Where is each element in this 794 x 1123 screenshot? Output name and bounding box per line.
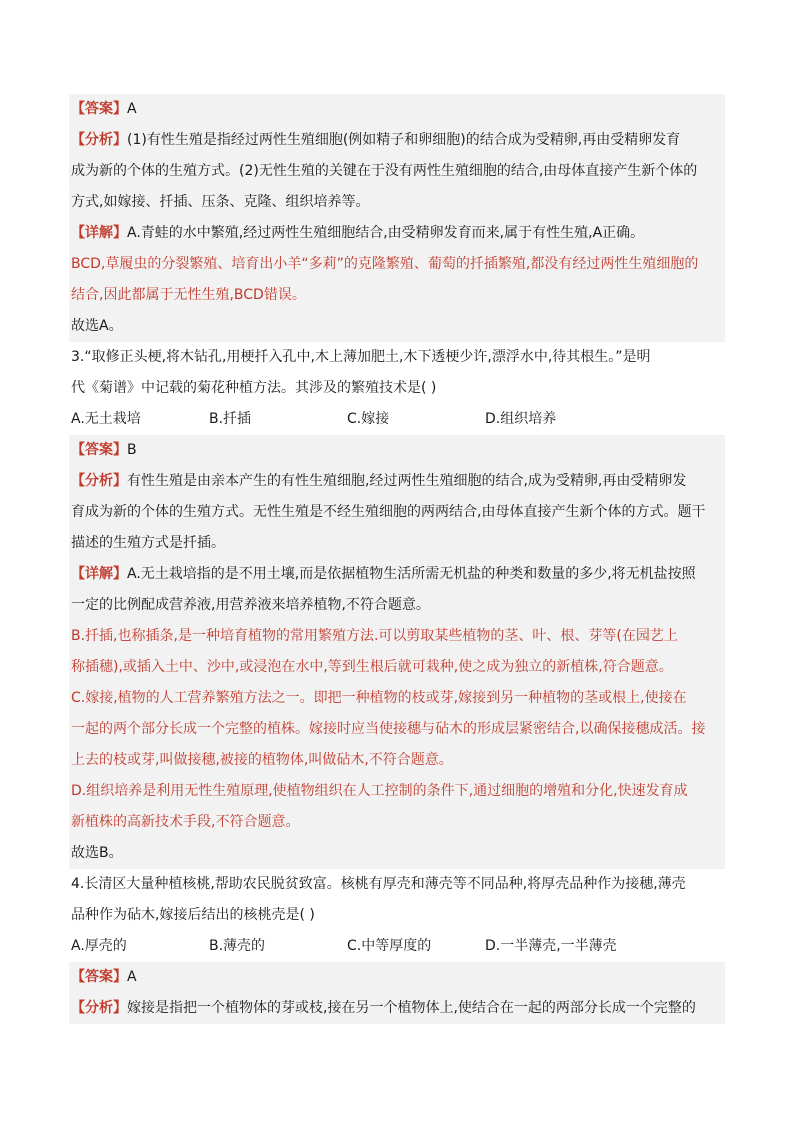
- q3-stem-line: 代《菊谱》中记载的菊花种植方法。其涉及的繁殖技术是( ): [71, 380, 437, 396]
- q3-detail-line: B.扦插,也称插条,是一种培育植物的常用繁殖方法.可以剪取某些植物的茎、叶、根、芽等(在园艺上: [71, 628, 678, 644]
- option-b: B.扦插: [209, 411, 252, 427]
- q3-analysis-line: 描述的生殖方式是扦插。: [71, 535, 225, 551]
- answer-tag: 【答案】: [71, 969, 127, 985]
- analysis-tag: 【分析】: [71, 1000, 127, 1016]
- answer-value: A: [127, 969, 137, 985]
- option-b: B.薄壳的: [209, 938, 266, 954]
- detail-text: A.青蛙的水中繁殖,经过两性生殖细胞结合,由受精卵发育而来,属于有性生殖,A正确。: [127, 225, 645, 241]
- q4-answer-line: [71, 962, 723, 993]
- analysis-text: 嫁接是指把一个植物体的芽或枝,接在另一个植物体上,使结合在一起的两部分长成一个完整的: [127, 1000, 696, 1016]
- answer-value: A: [127, 101, 137, 117]
- option-c: C.中等厚度的: [347, 938, 432, 954]
- q4-analysis-line: [71, 993, 723, 1024]
- option-a: A.无土栽培: [71, 411, 141, 427]
- q3-detail-line: 一起的两个部分长成一个完整的植株。嫁接时应当使接穗与砧木的形成层紧密结合,以确保接穗成活。接: [71, 721, 706, 737]
- q3-detail-line: [71, 559, 723, 590]
- document-page: [69, 94, 725, 1024]
- q2-detail-line: 结合,因此都属于无性生殖,BCD错误。: [71, 287, 306, 303]
- analysis-text: (1)有性生殖是指经过两性生殖细胞(例如精子和卵细胞)的结合成为受精卵,再由受精卵发育: [127, 132, 681, 148]
- q2-solution: [69, 94, 725, 342]
- analysis-tag: 【分析】: [71, 473, 127, 489]
- q3-options: [71, 404, 723, 435]
- q2-detail-line: BCD,草履虫的分裂繁殖、培育出小羊“多莉”的克隆繁殖、葡萄的扦插繁殖,都没有经过两性生殖细胞的: [71, 256, 699, 272]
- q3-solution: [69, 435, 725, 869]
- detail-text: A.无土栽培指的是不用土壤,而是依据植物生活所需无机盐的种类和数量的多少,将无机盐按照: [127, 566, 696, 582]
- detail-tag: 【详解】: [71, 225, 127, 241]
- q3-detail-line: D.组织培养是利用无性生殖原理,使植物组织在人工控制的条件下,通过细胞的增殖和分化,快速发育成: [71, 783, 688, 799]
- q3-answer-line: [71, 435, 723, 466]
- q3-stem-line: 3.“取修正头梗,将木钻孔,用梗扦入孔中,木上薄加肥土,木下透梗少许,漂浮水中,待其根生。”是明: [71, 349, 651, 365]
- answer-tag: 【答案】: [71, 442, 127, 458]
- q3-detail-line: 上去的枝或芽,叫做接穗,被接的植物体,叫做砧木,不符合题意。: [71, 752, 453, 768]
- q2-analysis-line: [71, 125, 723, 156]
- q3-detail-line: C.嫁接,植物的人工营养繁殖方法之一。即把一种植物的枝或芽,嫁接到另一种植物的茎或根上,使接在: [71, 690, 687, 706]
- q2-answer-line: [71, 94, 723, 125]
- q4-solution: [69, 962, 725, 1024]
- option-d: D.一半薄壳,一半薄壳: [485, 938, 617, 954]
- q4-stem: [69, 869, 725, 962]
- q4-stem-line: 4.长清区大量种植核桃,帮助农民脱贫致富。核桃有厚壳和薄壳等不同品种,将厚壳品种作为接穗,薄壳: [71, 876, 686, 892]
- q3-conclusion: 故选B。: [71, 845, 123, 861]
- q2-analysis-line: 成为新的个体的生殖方式。(2)无性生殖的关键在于没有两性生殖细胞的结合,由母体直接产生新个体的: [71, 163, 698, 179]
- detail-tag: 【详解】: [71, 566, 127, 582]
- q4-options: [71, 931, 723, 962]
- q3-detail-line: 称插穗),或插入土中、沙中,或浸泡在水中,等到生根后就可栽种,使之成为独立的新植株,符合题意。: [71, 659, 673, 675]
- q4-stem-line: 品种作为砧木,嫁接后结出的核桃壳是( ): [71, 907, 315, 923]
- q3-stem: [69, 342, 725, 435]
- q3-analysis-line: [71, 466, 723, 497]
- q3-detail-line: 一定的比例配成营养液,用营养液来培养植物,不符合题意。: [71, 597, 430, 613]
- q2-analysis-line: 方式,如嫁接、扦插、压条、克隆、组织培养等。: [71, 194, 370, 210]
- analysis-text: 有性生殖是由亲本产生的有性生殖细胞,经过两性生殖细胞的结合,成为受精卵,再由受精卵发: [127, 473, 687, 489]
- option-c: C.嫁接: [347, 411, 390, 427]
- option-a: A.厚壳的: [71, 938, 127, 954]
- analysis-tag: 【分析】: [71, 132, 127, 148]
- option-d: D.组织培养: [485, 411, 557, 427]
- answer-tag: 【答案】: [71, 101, 127, 117]
- q3-detail-line: 新植株的高新技术手段,不符合题意。: [71, 814, 300, 830]
- q2-detail-line: [71, 218, 723, 249]
- q3-analysis-line: 育成为新的个体的生殖方式。无性生殖是不经生殖细胞的两两结合,由母体直接产生新个体的方式。题干: [71, 504, 706, 520]
- q2-conclusion: 故选A。: [71, 318, 123, 334]
- answer-value: B: [127, 442, 137, 458]
